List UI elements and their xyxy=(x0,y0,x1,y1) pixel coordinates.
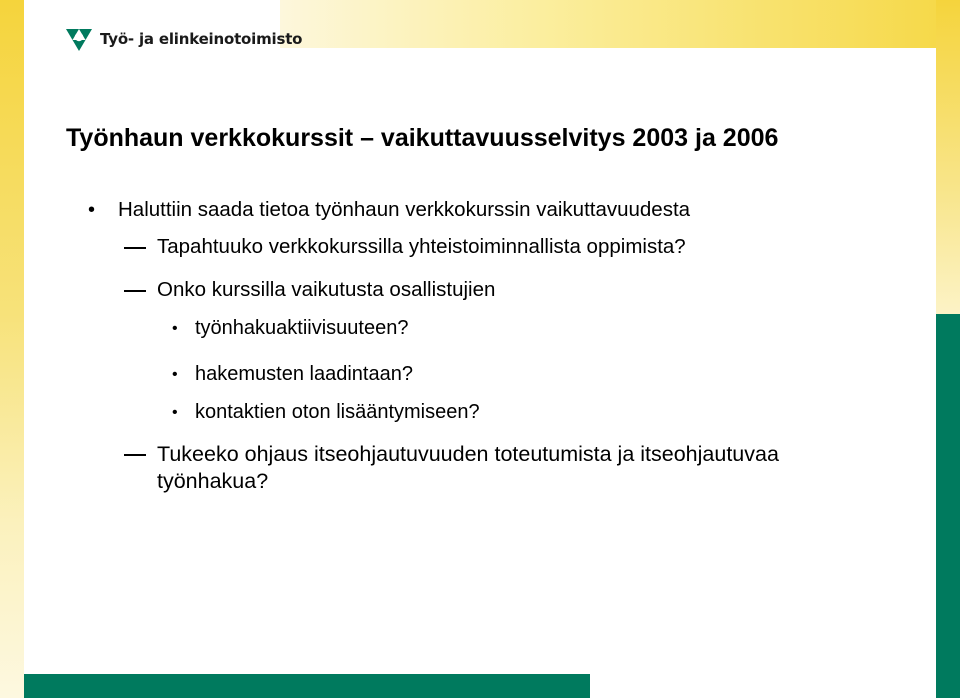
logo-text: Työ- ja elinkeinotoimisto xyxy=(100,30,303,48)
right-decor-bar-yellow xyxy=(936,0,960,314)
bullet-marker: • xyxy=(88,199,96,221)
bullet-1-text: Haluttiin saada tietoa työnhaun verkkokurssin vaikuttavuudesta xyxy=(118,198,691,221)
sub-2-item-3: kontaktien oton lisääntymiseen? xyxy=(195,401,480,423)
sub-2-text: Onko kurssilla vaikutusta osallistujien xyxy=(157,278,496,301)
bullet-marker: • xyxy=(172,320,178,337)
left-decor-bar xyxy=(0,0,24,698)
sub-1-text: Tapahtuuko verkkokurssilla yhteistoiminnallista oppimista? xyxy=(157,235,686,258)
tyo-ja-elinkeinotoimisto-emblem-icon xyxy=(64,24,94,54)
right-decor-bar-green xyxy=(936,314,960,698)
slide-title: Työnhaun verkkokurssit – vaikuttavuusselvitys 2003 ja 2006 xyxy=(66,124,779,152)
bullet-marker: • xyxy=(172,404,178,421)
sub-2-item-1: työnhakuaktiivisuuteen? xyxy=(195,317,409,339)
bullet-marker: • xyxy=(172,366,178,383)
sub-2-item-2: hakemusten laadintaan? xyxy=(195,363,413,385)
logo xyxy=(64,22,302,56)
dash-marker xyxy=(124,454,146,456)
dash-marker xyxy=(124,247,146,249)
top-decor-bar xyxy=(280,0,936,48)
sub-3-text: Tukeeko ohjaus itseohjautuvuuden toteutumista ja itseohjautuvaa työnhakua? xyxy=(157,442,779,493)
bottom-decor-bar xyxy=(24,674,590,698)
dash-marker xyxy=(124,290,146,292)
